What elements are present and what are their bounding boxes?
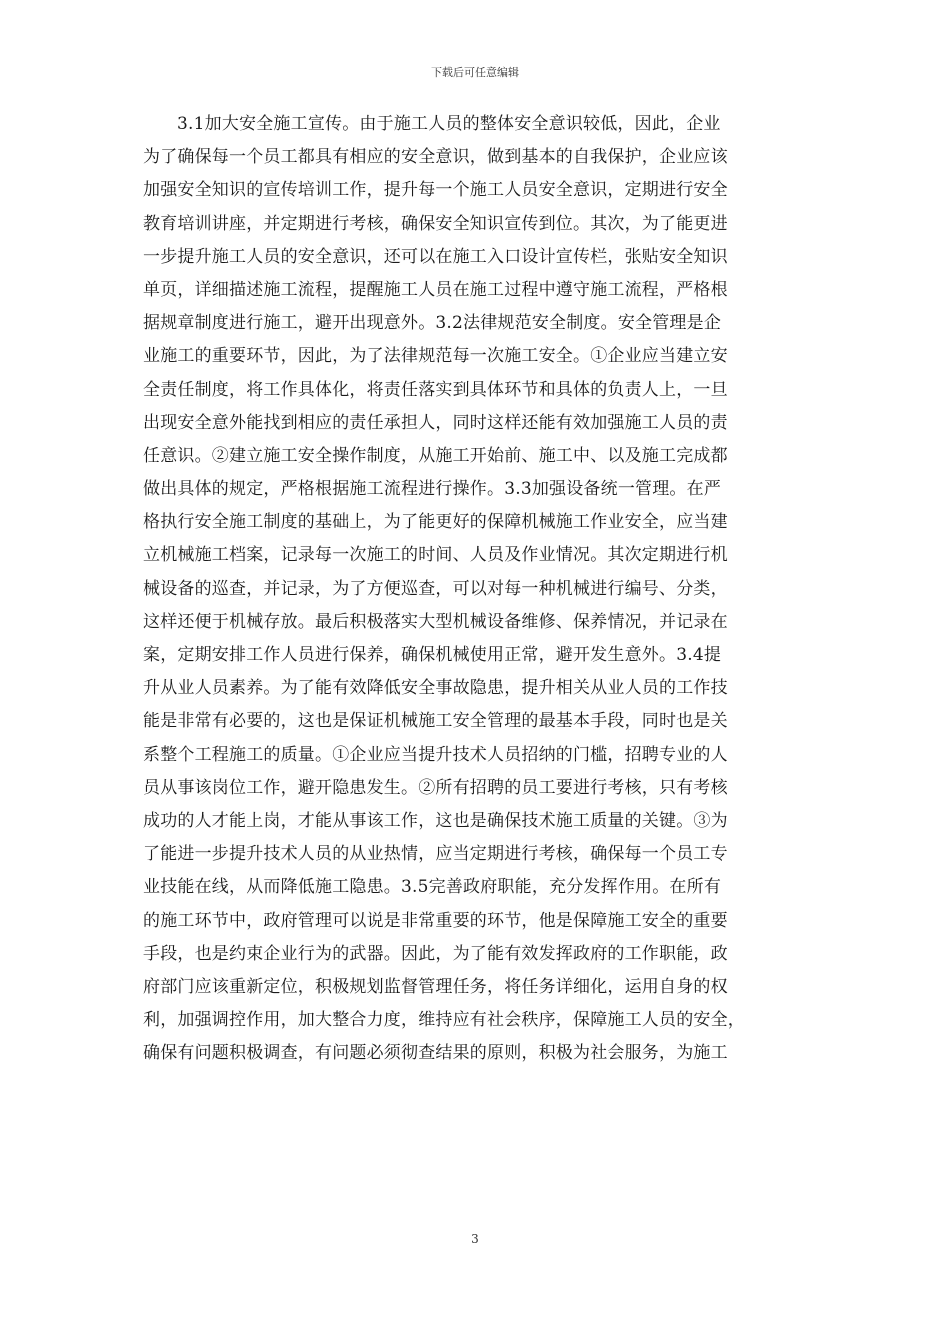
text-line: 3.1加大安全施工宣传。由于施工人员的整体安全意识较低，因此，企业 (177, 114, 721, 134)
text-line: 系整个工程施工的质量。①企业应当提升技术人员招纳的门槛，招聘专业的人 (143, 744, 728, 765)
text-line: 一步提升施工人员的安全意识，还可以在施工入口设计宣传栏，张贴安全知识 (143, 246, 728, 267)
text-line: 升从业人员素养。为了能有效降低安全事故隐患，提升相关从业人员的工作技 (143, 678, 728, 699)
text-line: 格执行安全施工制度的基础上，为了能更好的保障机械施工作业安全，应当建 (143, 512, 728, 533)
text-line: 能是非常有必要的，这也是保证机械施工安全管理的最基本手段，同时也是关 (143, 711, 728, 732)
text-line: 据规章制度进行施工，避开出现意外。3.2法律规范安全制度。安全管理是企 (143, 313, 722, 334)
text-line: 单页，详细描述施工流程，提醒施工人员在施工过程中遵守施工流程，严格根 (143, 279, 728, 300)
text-line: 全责任制度，将工作具体化，将责任落实到具体环节和具体的负责人上，一旦 (143, 379, 728, 400)
page-header: 下载后可任意编辑 (431, 66, 519, 79)
body-paragraph (143, 108, 811, 1070)
text-line: 利，加强调控作用，加大整合力度，维持应有社会秩序，保障施工人员的安全， (143, 1010, 745, 1031)
text-line: 这样还便于机械存放。最后积极落实大型机械设备维修、保养情况，并记录在 (143, 611, 728, 632)
text-line: 确保有问题积极调查，有问题必须彻查结果的原则，积极为社会服务，为施工 (143, 1043, 728, 1064)
text-line: 业技能在线，从而降低施工隐患。3.5完善政府职能，充分发挥作用。在所有 (143, 877, 722, 898)
text-line: 械设备的巡查，并记录，为了方便巡查，可以对每一种机械进行编号、分类， (143, 578, 728, 599)
text-line: 府部门应该重新定位，积极规划监督管理任务，将任务详细化，运用自身的权 (143, 976, 728, 997)
text-line: 教育培训讲座，并定期进行考核，确保安全知识宣传到位。其次，为了能更进 (143, 213, 728, 234)
text-line: 了能进一步提升技术人员的从业热情，应当定期进行考核，确保每一个员工专 (143, 844, 728, 865)
text-line: 手段，也是约束企业行为的武器。因此，为了能有效发挥政府的工作职能，政 (143, 943, 728, 964)
text-line: 加强安全知识的宣传培训工作，提升每一个施工人员安全意识，定期进行安全 (143, 180, 728, 201)
text-line: 出现安全意外能找到相应的责任承担人，同时这样还能有效加强施工人员的责 (143, 412, 728, 433)
text-line: 案，定期安排工作人员进行保养，确保机械使用正常，避开发生意外。3.4提 (143, 645, 722, 665)
text-line: 业施工的重要环节，因此，为了法律规范每一次施工安全。①企业应当建立安 (143, 346, 728, 367)
page-number: 3 (471, 1232, 479, 1246)
text-line: 为了确保每一个员工都具有相应的安全意识，做到基本的自我保护，企业应该 (143, 147, 728, 168)
text-line: 成功的人才能上岗，才能从事该工作，这也是确保技术施工质量的关键。③为 (143, 810, 728, 831)
text-line: 立机械施工档案，记录每一次施工的时间、人员及作业情况。其次定期进行机 (143, 545, 728, 566)
text-line: 员从事该岗位工作，避开隐患发生。②所有招聘的员工要进行考核，只有考核 (143, 777, 728, 798)
text-line: 任意识。②建立施工安全操作制度，从施工开始前、施工中、以及施工完成都 (143, 445, 728, 466)
text-line: 做出具体的规定，严格根据施工流程进行操作。3.3加强设备统一管理。在严 (143, 479, 722, 500)
text-line: 的施工环节中，政府管理可以说是非常重要的环节，他是保障施工安全的重要 (143, 910, 728, 931)
